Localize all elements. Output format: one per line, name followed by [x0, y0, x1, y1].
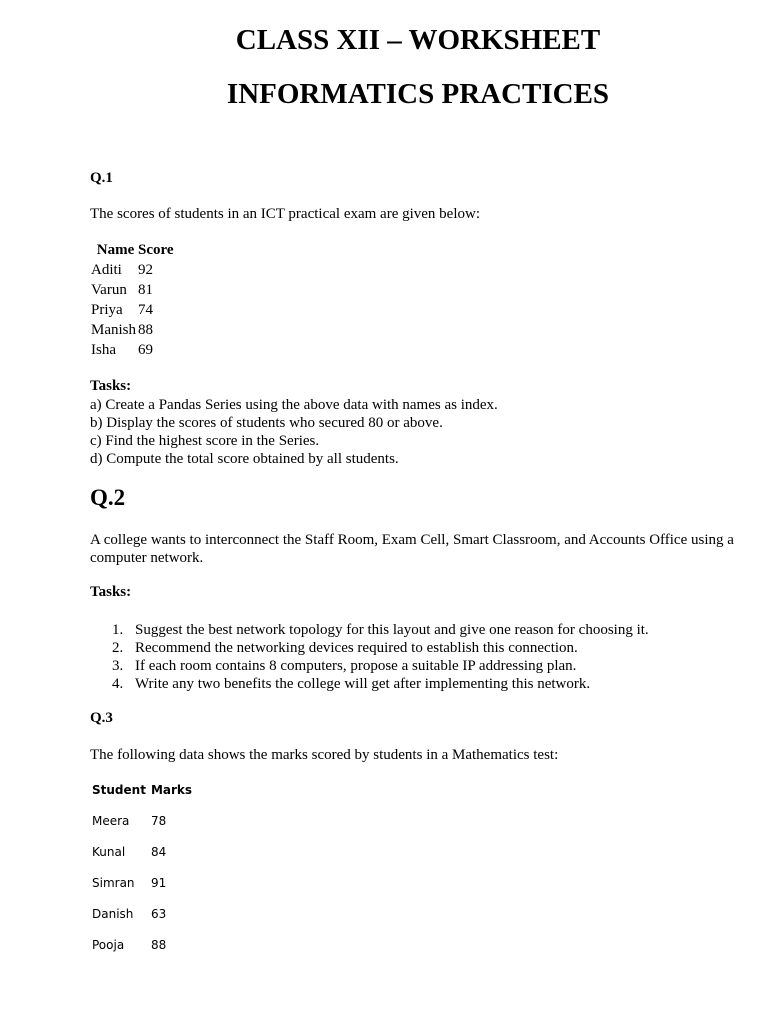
name-cell: Manish	[91, 322, 136, 338]
list-item: c) Find the highest score in the Series.	[90, 433, 320, 449]
column-header: Marks	[150, 783, 193, 797]
list-item: d) Compute the total score obtained by all students.	[90, 451, 399, 467]
name-cell: Isha	[91, 342, 116, 358]
q2-label: Q.2	[90, 485, 126, 510]
q1-label: Q.1	[90, 170, 113, 186]
q1-tasks-label: Tasks:	[90, 378, 132, 394]
q2-task-list	[90, 621, 649, 693]
list-item	[90, 675, 649, 693]
q3-label: Q.3	[90, 710, 113, 726]
column-header: Student	[92, 783, 146, 797]
student-cell: Meera	[92, 814, 130, 828]
table-row	[91, 846, 196, 877]
q3-marks-table	[91, 784, 196, 970]
list-text: Recommend the networking devices required to establish this connection.	[135, 640, 578, 656]
list-number: 1.	[112, 622, 124, 638]
q1-scores-table	[90, 240, 175, 360]
q1-intro: The scores of students in an ICT practical exam are given below:	[90, 206, 481, 222]
score-cell: 81	[138, 282, 153, 298]
table-row	[90, 280, 175, 300]
score-cell: 74	[138, 302, 153, 318]
student-cell: Pooja	[92, 938, 125, 952]
list-item	[90, 657, 649, 675]
table-row	[91, 939, 196, 970]
q2-intro: A college wants to interconnect the Staff Room, Exam Cell, Smart Classroom, and Accounts Office using a computer network.	[90, 532, 734, 566]
list-item: a) Create a Pandas Series using the above data with names as index.	[90, 397, 498, 413]
marks-cell: 78	[150, 814, 167, 828]
table-row	[91, 815, 196, 846]
table-row	[90, 320, 175, 340]
q3-intro: The following data shows the marks scored by students in a Mathematics test:	[90, 747, 559, 763]
table-row	[90, 260, 175, 280]
marks-cell: 84	[150, 845, 167, 859]
table-row	[91, 908, 196, 939]
q2-tasks-label: Tasks:	[90, 584, 132, 600]
table-row	[90, 340, 175, 360]
list-item: b) Display the scores of students who secured 80 or above.	[90, 415, 443, 431]
list-text: Write any two benefits the college will get after implementing this network.	[135, 676, 591, 692]
table-row	[91, 877, 196, 908]
table-header-row	[91, 784, 196, 815]
table-header-row	[90, 240, 175, 260]
list-number: 4.	[112, 676, 124, 692]
table-row	[90, 300, 175, 320]
student-cell: Danish	[92, 907, 134, 921]
list-item	[90, 639, 649, 657]
score-cell: 69	[138, 342, 153, 358]
list-item	[90, 621, 649, 639]
student-cell: Kunal	[92, 845, 126, 859]
list-text: Suggest the best network topology for this layout and give one reason for choosing it.	[135, 622, 649, 638]
list-number: 3.	[112, 658, 124, 674]
column-header: Name	[96, 242, 135, 258]
worksheet-title: CLASS XII – WORKSHEET	[235, 24, 601, 56]
score-cell: 88	[138, 322, 153, 338]
student-cell: Simran	[92, 876, 135, 890]
q1-task-list	[90, 396, 498, 468]
name-cell: Priya	[91, 302, 123, 318]
marks-cell: 88	[150, 938, 167, 952]
subject-title: INFORMATICS PRACTICES	[226, 78, 610, 110]
name-cell: Varun	[91, 282, 127, 298]
name-cell: Aditi	[91, 262, 122, 278]
marks-cell: 91	[150, 876, 167, 890]
column-header: Score	[138, 242, 174, 258]
score-cell: 92	[138, 262, 153, 278]
list-number: 2.	[112, 640, 124, 656]
list-text: If each room contains 8 computers, propose a suitable IP addressing plan.	[135, 658, 577, 674]
marks-cell: 63	[150, 907, 167, 921]
